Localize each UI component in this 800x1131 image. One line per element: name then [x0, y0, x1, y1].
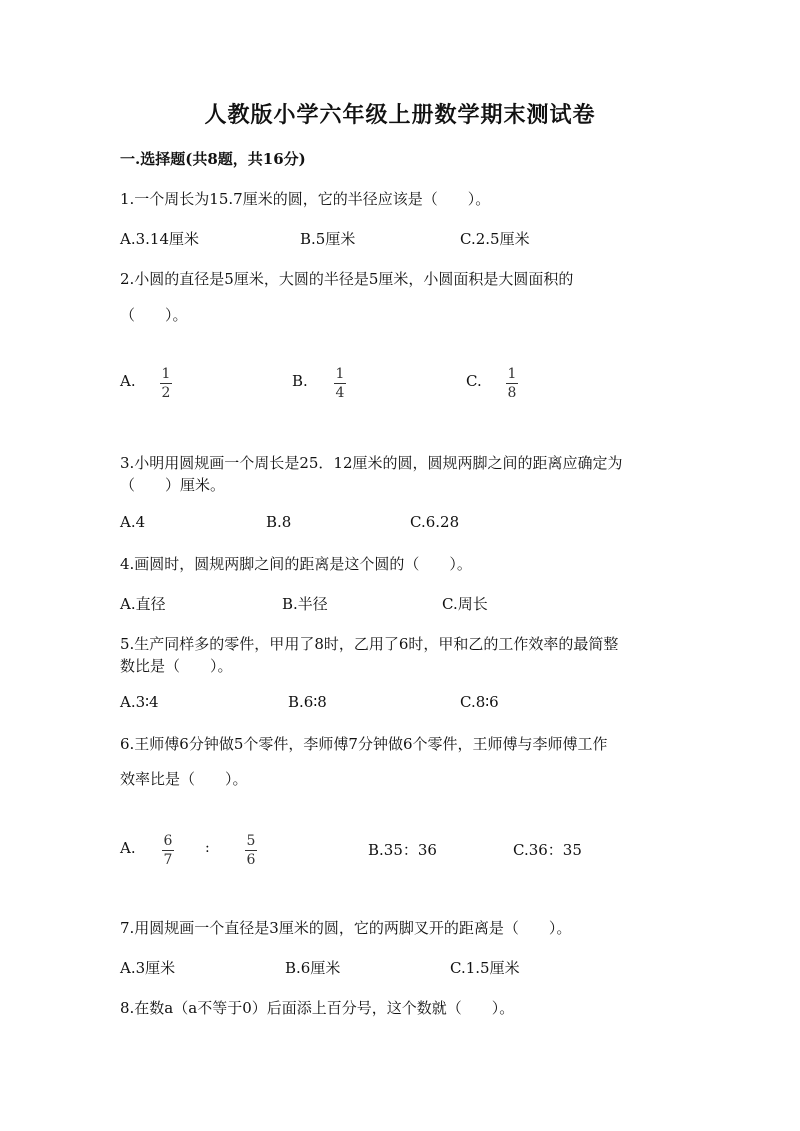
fraction-numerator: 1	[335, 366, 345, 382]
q3-option-c: C.6.28	[410, 513, 460, 531]
question-4: 4.画圆时，圆规两脚之间的距离是这个圆的（ ）。	[120, 555, 472, 573]
q2-option-c-fraction	[506, 366, 518, 401]
q5-option-b: B.6∶8	[288, 693, 327, 711]
fraction-denominator: 6	[246, 852, 256, 868]
fraction-denominator: 2	[161, 385, 171, 401]
q2-option-a-label: A.	[120, 372, 136, 390]
q2-option-a-fraction	[160, 366, 172, 401]
fraction-bar	[506, 383, 518, 384]
q7-option-c: C.1.5厘米	[450, 959, 520, 977]
section-heading: 一.选择题(共8题，共16分)	[120, 150, 306, 168]
question-6-line-1: 6.王师傅6分钟做5个零件，李师傅7分钟做6个零件，王师傅与李师傅工作	[120, 735, 608, 753]
question-3-line-1: 3.小明用圆规画一个周长是25．12厘米的圆，圆规两脚之间的距离应确定为	[120, 454, 623, 472]
q5-option-a: A.3∶4	[120, 693, 159, 711]
question-5-line-2: 数比是（ ）。	[120, 657, 233, 675]
q1-option-b: B.5厘米	[300, 230, 356, 248]
q4-option-c: C.周长	[442, 595, 488, 613]
q7-option-b: B.6厘米	[285, 959, 341, 977]
page-title: 人教版小学六年级上册数学期末测试卷	[204, 102, 596, 128]
q3-option-a: A.4	[120, 513, 146, 531]
fraction-bar	[162, 850, 174, 851]
q6-option-c: C.36：35	[513, 841, 582, 859]
question-3-line-2: （ ）厘米。	[120, 476, 226, 494]
question-2-line-1: 2.小圆的直径是5厘米，大圆的半径是5厘米，小圆面积是大圆面积的	[120, 270, 574, 288]
question-6-line-2: 效率比是（ ）。	[120, 770, 248, 788]
fraction-denominator: 7	[163, 852, 173, 868]
q7-option-a: A.3厘米	[120, 959, 176, 977]
q6-option-a-fraction-1	[162, 833, 174, 868]
q6-option-a-label: A.	[120, 839, 136, 857]
q1-option-a: A.3.14厘米	[120, 230, 199, 248]
fraction-numerator: 1	[161, 366, 171, 382]
q2-option-c-label: C.	[466, 372, 482, 390]
fraction-bar	[334, 383, 346, 384]
question-5-line-1: 5.生产同样多的零件，甲用了8时，乙用了6时，甲和乙的工作效率的最简整	[120, 635, 619, 653]
question-7: 7.用圆规画一个直径是3厘米的圆，它的两脚叉开的距离是（ ）。	[120, 919, 572, 937]
question-2-line-2: （ ）。	[120, 306, 188, 324]
fraction-bar	[245, 850, 257, 851]
fraction-numerator: 5	[246, 833, 256, 849]
q2-option-b-label: B.	[292, 372, 308, 390]
q6-option-b: B.35：36	[368, 841, 437, 859]
q4-option-a: A.直径	[120, 595, 166, 613]
fraction-numerator: 6	[163, 833, 173, 849]
q6-option-a-fraction-2	[245, 833, 257, 868]
question-1: 1.一个周长为15.7厘米的圆，它的半径应该是（ ）。	[120, 190, 491, 208]
question-8: 8.在数a（a不等于0）后面添上百分号，这个数就（ ）。	[120, 999, 515, 1017]
q4-option-b: B.半径	[282, 595, 328, 613]
q1-option-c: C.2.5厘米	[460, 230, 530, 248]
fraction-numerator: 1	[507, 366, 517, 382]
q5-option-c: C.8∶6	[460, 693, 499, 711]
fraction-denominator: 4	[335, 385, 345, 401]
fraction-denominator: 8	[507, 385, 517, 401]
q3-option-b: B.8	[266, 513, 292, 531]
q2-option-b-fraction	[334, 366, 346, 401]
ratio-separator: :	[205, 840, 210, 856]
fraction-bar	[160, 383, 172, 384]
